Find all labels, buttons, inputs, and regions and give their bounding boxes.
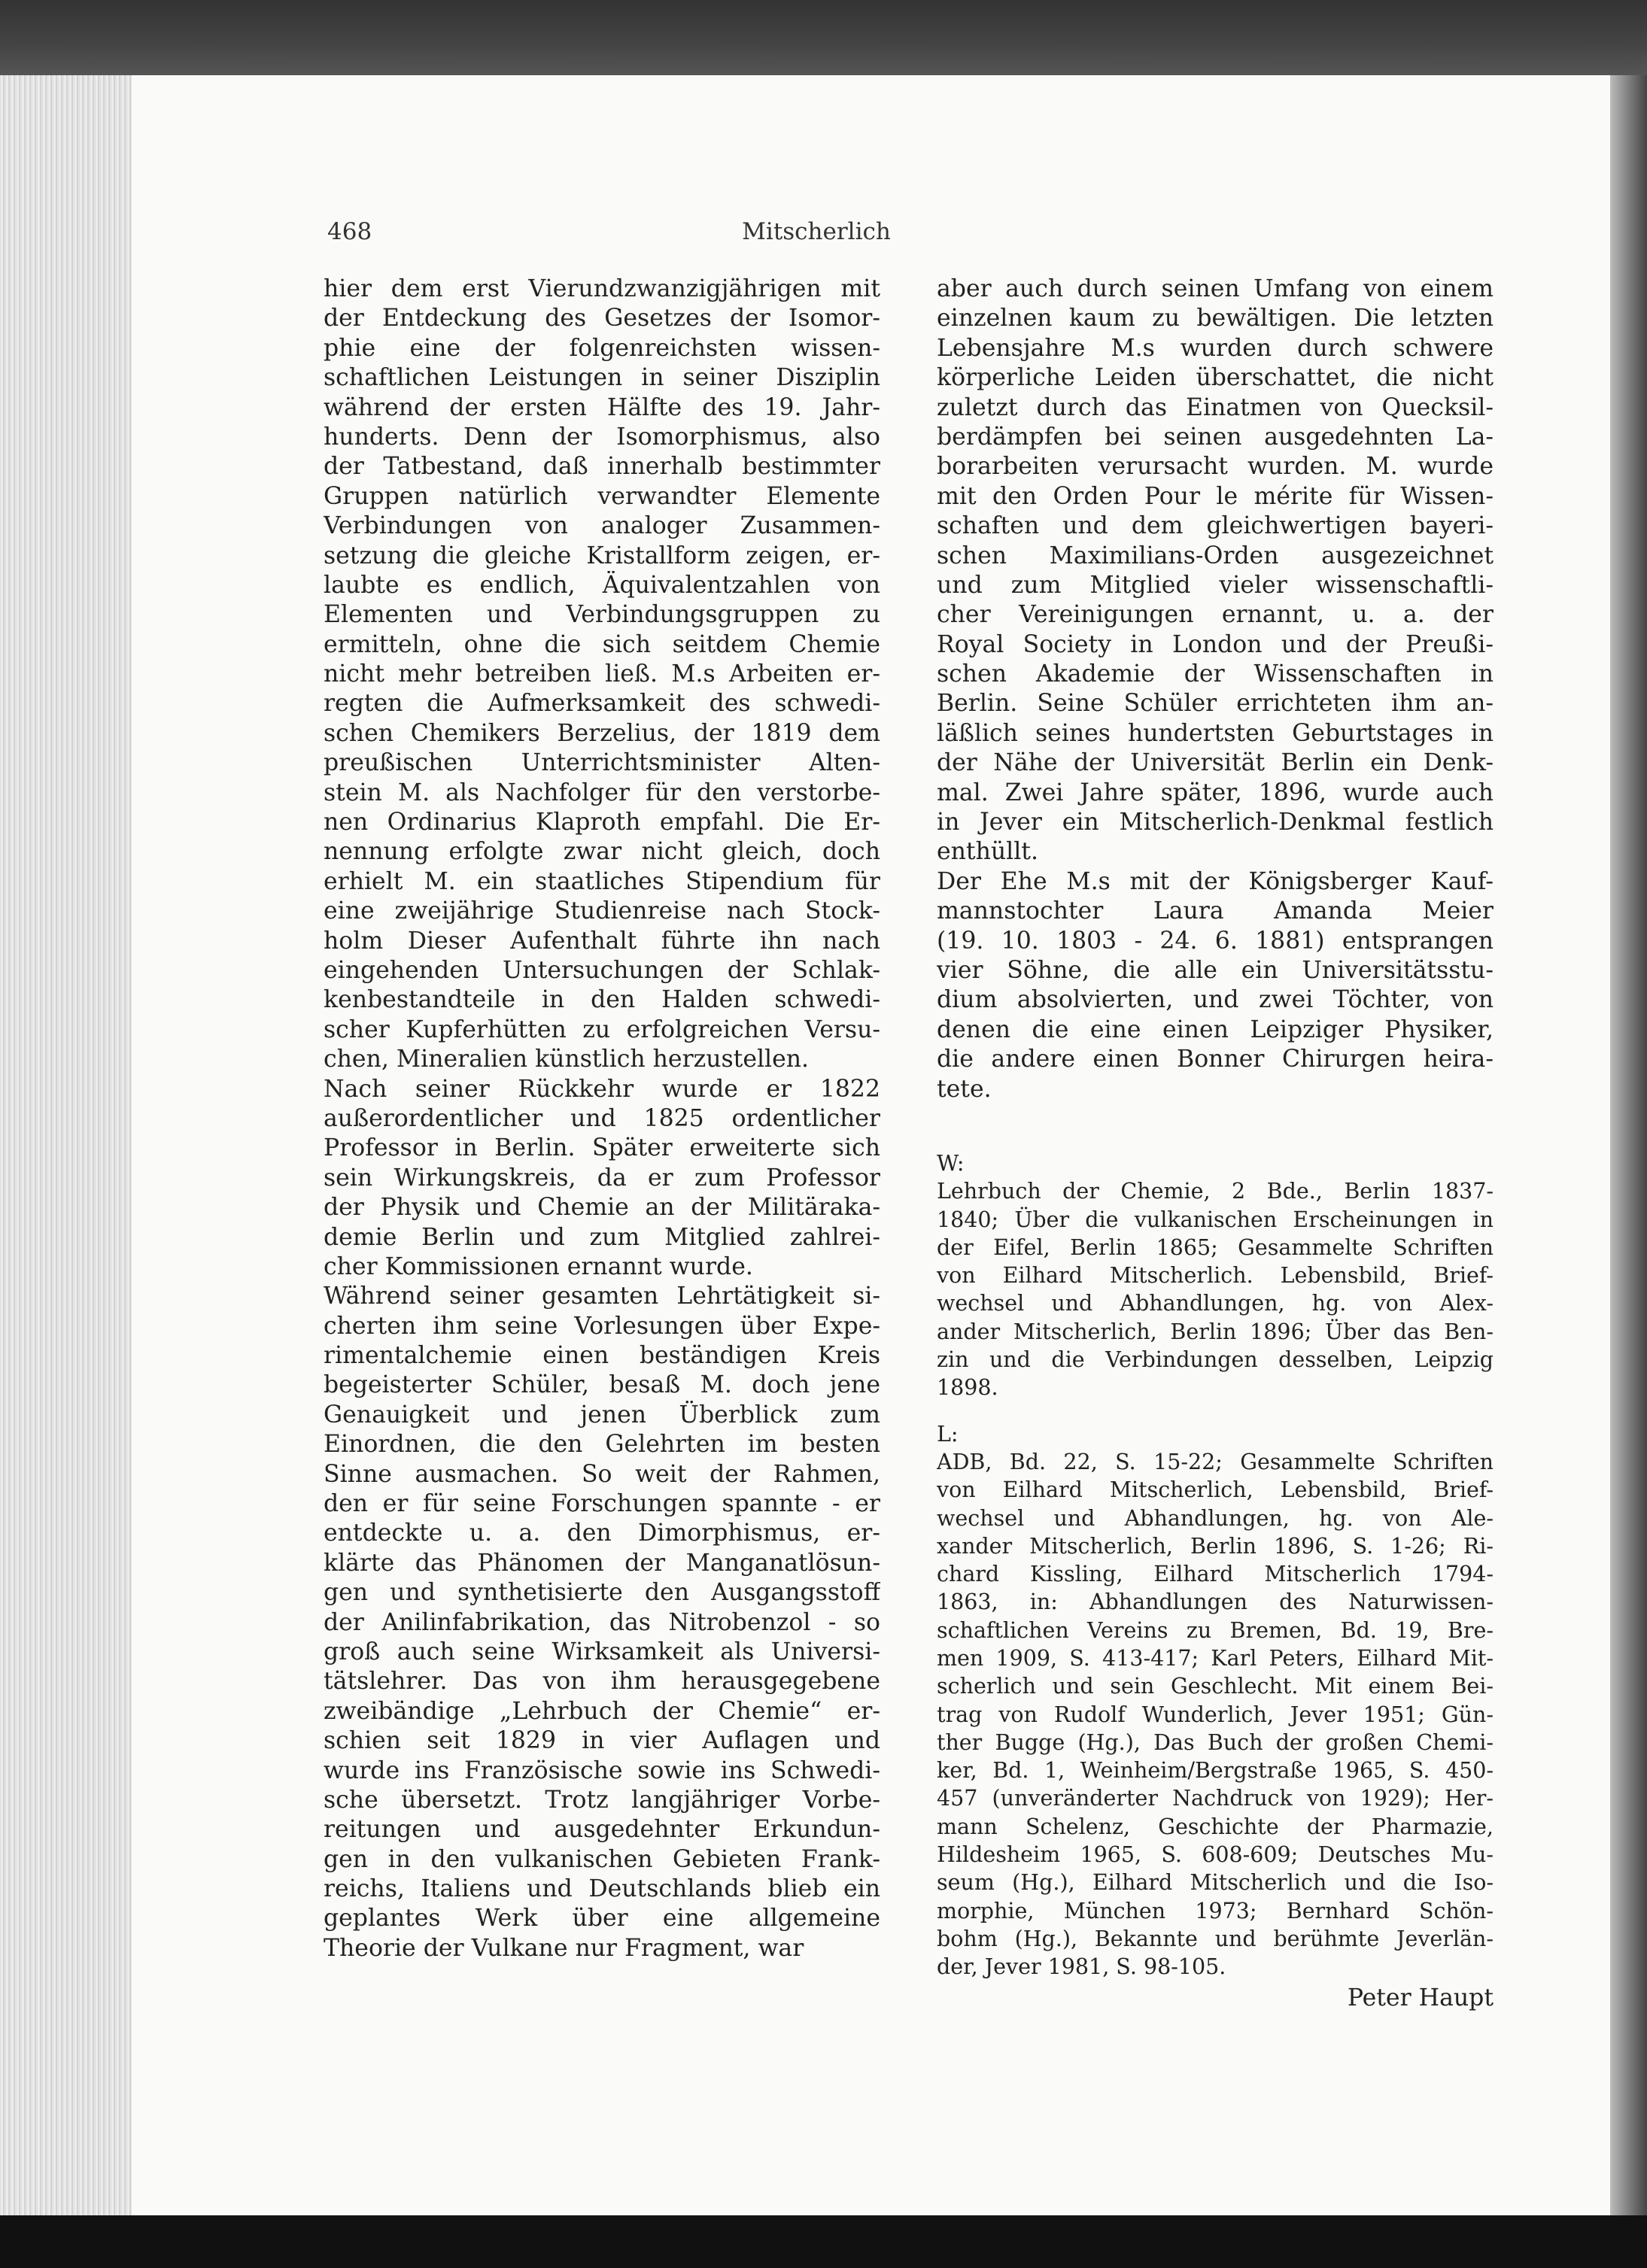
- text-line: demie Berlin und zum Mitglied zahlrei-: [324, 1223, 880, 1251]
- text-line: sche übersetzt. Trotz langjähriger Vorbe-: [324, 1786, 880, 1814]
- text-line: morphie, München 1973; Bernhard Schön-: [937, 1898, 1494, 1923]
- text-line: laubte es endlich, Äquivalentzahlen von: [324, 571, 880, 599]
- text-line: der Anilinfabrikation, das Nitrobenzol - so: [324, 1608, 880, 1636]
- text-line: mannstochter Laura Amanda Meier: [937, 897, 1494, 925]
- text-line: der Entdeckung des Gesetzes der Isomor-: [324, 305, 880, 332]
- text-line: bohm (Hg.), Bekannte und berühmte Jeverlän-: [937, 1926, 1494, 1951]
- text-line: mal. Zwei Jahre später, 1896, wurde auch: [937, 779, 1494, 806]
- text-line: schaften und dem gleichwertigen bayeri-: [937, 512, 1494, 540]
- text-line: holm Dieser Aufenthalt führte ihn nach: [324, 927, 880, 955]
- text-line: nen Ordinarius Klaproth empfahl. Die Er-: [324, 809, 880, 836]
- literature-list: [937, 1448, 1494, 1981]
- text-line: aber auch durch seinen Umfang von einem: [937, 275, 1494, 302]
- text-line: der, Jever 1981, S. 98-105.: [937, 1954, 1226, 1980]
- text-line: cher Kommissionen ernannt wurde.: [324, 1252, 753, 1280]
- text-line: reitungen und ausgedehnter Erkundun-: [324, 1816, 880, 1844]
- left-column: [324, 275, 880, 1963]
- text-line: reichs, Italiens und Deutschlands blieb ein: [324, 1875, 880, 1903]
- text-line: seum (Hg.), Eilhard Mitscherlich und die Iso-: [937, 1870, 1494, 1896]
- text-line: schaftlichen Leistungen in seiner Disziplin: [324, 364, 880, 392]
- text-line: (19. 10. 1803 - 24. 6. 1881) entsprangen: [937, 927, 1494, 955]
- text-line: während der ersten Hälfte des 19. Jahr-: [324, 393, 880, 421]
- text-line: scher Kupferhütten zu erfolgreichen Versu-: [324, 1016, 880, 1043]
- text-line: 1863, in: Abhandlungen des Naturwissen-: [937, 1589, 1494, 1615]
- text-line: der Nähe der Universität Berlin ein Denk-: [937, 749, 1494, 777]
- text-line: enthüllt.: [937, 838, 1038, 866]
- text-line: Während seiner gesamten Lehrtätigkeit si-: [324, 1283, 880, 1310]
- text-line: 1898.: [937, 1375, 998, 1401]
- literature-label: L:: [937, 1421, 959, 1447]
- text-line: dium absolvierten, und zwei Töchter, von: [937, 986, 1494, 1014]
- text-line: schaftlichen Vereins zu Bremen, Bd. 19, Bre-: [937, 1617, 1494, 1643]
- scan-top-border: [0, 0, 1647, 75]
- text-line: berdämpfen bei seinen ausgedehnten La-: [937, 423, 1494, 451]
- text-line: wechsel und Abhandlungen, hg. von Alex-: [937, 1291, 1494, 1316]
- text-line: ker, Bd. 1, Weinheim/Bergstraße 1965, S. 450-: [937, 1758, 1494, 1784]
- text-line: phie eine der folgenreichsten wissen-: [324, 334, 880, 362]
- text-line: trag von Rudolf Wunderlich, Jever 1951; Gün-: [937, 1702, 1494, 1727]
- text-line: Nach seiner Rückkehr wurde er 1822: [324, 1075, 880, 1103]
- text-line: von Eilhard Mitscherlich. Lebensbild, Brief-: [937, 1263, 1494, 1289]
- text-line: setzung die gleiche Kristallform zeigen, er-: [324, 542, 880, 569]
- text-line: cher Vereinigungen ernannt, u. a. der: [937, 601, 1494, 629]
- text-line: wurde ins Französische sowie ins Schwedi-: [324, 1756, 880, 1784]
- text-line: cherten ihm seine Vorlesungen über Expe-: [324, 1312, 880, 1340]
- text-line: körperliche Leiden überschattet, die nicht: [937, 364, 1494, 392]
- text-line: Lebensjahre M.s wurden durch schwere: [937, 334, 1494, 362]
- biography-text: [937, 275, 1494, 1104]
- text-line: ermitteln, ohne die sich seitdem Chemie: [324, 630, 880, 658]
- text-line: tete.: [937, 1075, 992, 1103]
- text-line: entdeckte u. a. den Dimorphismus, er-: [324, 1520, 880, 1547]
- text-line: begeisterter Schüler, besaß M. doch jene: [324, 1371, 880, 1399]
- book-page-edges: [0, 75, 143, 2219]
- text-line: zuletzt durch das Einatmen von Quecksil-: [937, 393, 1494, 421]
- text-line: gen in den vulkanischen Gebieten Frank-: [324, 1845, 880, 1873]
- works-section: [937, 1149, 1494, 1981]
- text-line: einzelnen kaum zu bewältigen. Die letzten: [937, 305, 1494, 332]
- text-line: Professor in Berlin. Später erweiterte sich: [324, 1134, 880, 1162]
- running-head: [327, 218, 1486, 248]
- text-line: scherlich und sein Geschlecht. Mit einem Bei-: [937, 1674, 1494, 1699]
- text-line: vier Söhne, die alle ein Universitätsstu-: [937, 956, 1494, 984]
- text-line: Lehrbuch der Chemie, 2 Bde., Berlin 1837-: [937, 1179, 1494, 1204]
- text-line: Genauigkeit und jenen Überblick zum: [324, 1401, 880, 1429]
- text-line: außerordentlicher und 1825 ordentlicher: [324, 1104, 880, 1132]
- author-signature: Peter Haupt: [1347, 1984, 1494, 2011]
- text-line: stein M. als Nachfolger für den verstorbe-: [324, 779, 880, 806]
- text-line: Theorie der Vulkane nur Fragment, war: [324, 1934, 804, 1962]
- text-line: nicht mehr betreiben ließ. M.s Arbeiten er-: [324, 660, 880, 688]
- text-line: Hildesheim 1965, S. 608-609; Deutsches Mu-: [937, 1842, 1494, 1868]
- text-line: hier dem erst Vierundzwanzigjährigen mit: [324, 275, 880, 302]
- text-line: chard Kissling, Eilhard Mitscherlich 1794-: [937, 1562, 1494, 1587]
- text-line: rimentalchemie einen beständigen Kreis: [324, 1342, 880, 1370]
- text-line: nennung erfolgte zwar nicht gleich, doch: [324, 838, 880, 866]
- text-line: mit den Orden Pour le mérite für Wissen-: [937, 482, 1494, 510]
- text-line: Royal Society in London und der Preußi-: [937, 630, 1494, 658]
- text-line: mann Schelenz, Geschichte der Pharmazie,: [937, 1814, 1494, 1839]
- text-line: ADB, Bd. 22, S. 15-22; Gesammelte Schriften: [937, 1449, 1494, 1474]
- page-number: 468: [327, 218, 372, 245]
- text-line: denen die eine einen Leipziger Physiker,: [937, 1016, 1494, 1043]
- running-title: Mitscherlich: [742, 218, 891, 245]
- text-line: Der Ehe M.s mit der Königsberger Kauf-: [937, 867, 1494, 895]
- text-line: regten die Aufmerksamkeit des schwedi-: [324, 690, 880, 718]
- scan-bottom-border: [0, 2215, 1647, 2268]
- works-list: [937, 1177, 1494, 1401]
- text-line: läßlich seines hundertsten Geburtstages in: [937, 719, 1494, 747]
- text-line: Verbindungen von analoger Zusammen-: [324, 512, 880, 540]
- text-line: sein Wirkungskreis, da er zum Professor: [324, 1164, 880, 1192]
- text-line: Elementen und Verbindungsgruppen zu: [324, 601, 880, 629]
- text-line: borarbeiten verursacht wurden. M. wurde: [937, 453, 1494, 481]
- text-line: in Jever ein Mitscherlich-Denkmal festlich: [937, 809, 1494, 836]
- text-line: 457 (unveränderter Nachdruck von 1929); Her-: [937, 1786, 1494, 1811]
- text-line: der Eifel, Berlin 1865; Gesammelte Schriften: [937, 1234, 1494, 1260]
- text-line: eine zweijährige Studienreise nach Stock-: [324, 897, 880, 925]
- text-line: eingehenden Untersuchungen der Schlak-: [324, 956, 880, 984]
- text-line: den er für seine Forschungen spannte - er: [324, 1490, 880, 1518]
- text-line: tätslehrer. Das von ihm herausgegebene: [324, 1668, 880, 1696]
- text-line: preußischen Unterrichtsminister Alten-: [324, 749, 880, 777]
- text-line: ther Bugge (Hg.), Das Buch der großen Chemi-: [937, 1729, 1494, 1755]
- text-line: geplantes Werk über eine allgemeine: [324, 1905, 880, 1933]
- text-line: wechsel und Abhandlungen, hg. von Ale-: [937, 1505, 1494, 1531]
- works-label: W:: [937, 1150, 965, 1176]
- text-line: erhielt M. ein staatliches Stipendium für: [324, 867, 880, 895]
- text-line: klärte das Phänomen der Manganatlösun-: [324, 1549, 880, 1577]
- text-line: Sinne ausmachen. So weit der Rahmen,: [324, 1460, 880, 1488]
- text-line: der Physik und Chemie an der Militäraka-: [324, 1194, 880, 1222]
- text-line: kenbestandteile in den Halden schwedi-: [324, 986, 880, 1014]
- text-line: der Tatbestand, daß innerhalb bestimmter: [324, 453, 880, 481]
- text-line: und zum Mitglied vieler wissenschaftli-: [937, 571, 1494, 599]
- text-line: zweibändige „Lehrbuch der Chemie“ er-: [324, 1697, 880, 1725]
- text-line: men 1909, S. 413-417; Karl Peters, Eilhard Mit-: [937, 1645, 1494, 1671]
- text-line: schien seit 1829 in vier Auflagen und: [324, 1727, 880, 1755]
- text-line: zin und die Verbindungen desselben, Leipzig: [937, 1347, 1494, 1373]
- text-line: schen Akademie der Wissenschaften in: [937, 660, 1494, 688]
- text-line: von Eilhard Mitscherlich, Lebensbild, Brief-: [937, 1477, 1494, 1503]
- text-line: schen Maximilians-Orden ausgezeichnet: [937, 542, 1494, 569]
- text-line: 1840; Über die vulkanischen Erscheinungen in: [937, 1207, 1494, 1232]
- right-column: [937, 275, 1494, 2013]
- text-line: xander Mitscherlich, Berlin 1896, S. 1-26; Ri-: [937, 1533, 1494, 1559]
- text-line: groß auch seine Wirksamkeit als Universi-: [324, 1638, 880, 1665]
- text-line: chen, Mineralien künstlich herzustellen.: [324, 1046, 810, 1073]
- text-line: Einordnen, die den Gelehrten im besten: [324, 1431, 880, 1459]
- text-line: ander Mitscherlich, Berlin 1896; Über das Ben-: [937, 1319, 1494, 1344]
- text-line: die andere einen Bonner Chirurgen heira-: [937, 1046, 1494, 1073]
- text-line: hunderts. Denn der Isomorphismus, also: [324, 423, 880, 451]
- text-line: Gruppen natürlich verwandter Elemente: [324, 482, 880, 510]
- text-line: gen und synthetisierte den Ausgangsstoff: [324, 1579, 880, 1607]
- text-line: schen Chemikers Berzelius, der 1819 dem: [324, 719, 880, 747]
- page-shadow: [1610, 75, 1647, 2219]
- text-line: Berlin. Seine Schüler errichteten ihm an-: [937, 690, 1494, 718]
